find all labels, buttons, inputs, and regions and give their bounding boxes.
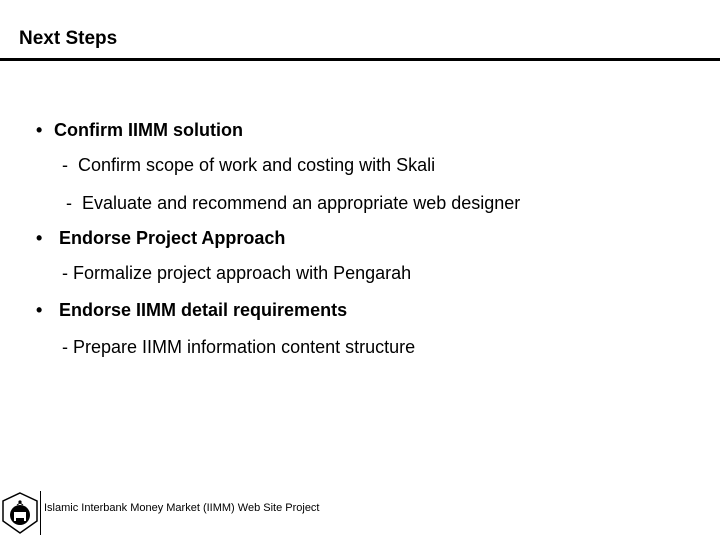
bullet-icon: • bbox=[36, 120, 43, 140]
sub-item-text: Evaluate and recommend an appropriate web designer bbox=[82, 193, 521, 213]
bullet-item-confirm-iimm bbox=[36, 119, 243, 141]
bullet-text: Endorse IIMM detail requirements bbox=[59, 300, 348, 320]
slide-title: Next Steps bbox=[19, 28, 118, 49]
sub-item-text: Formalize project approach with Pengarah bbox=[73, 263, 412, 283]
emblem-logo-icon bbox=[0, 491, 40, 535]
bullet-item-endorse-requirements bbox=[36, 299, 347, 321]
bullet-text: Confirm IIMM solution bbox=[54, 120, 243, 140]
dash-icon: - bbox=[62, 155, 68, 175]
dash-icon: - bbox=[66, 193, 72, 213]
sub-item-evaluate-designer bbox=[66, 192, 520, 214]
dash-icon: - bbox=[62, 263, 68, 283]
sub-item-formalize-approach bbox=[62, 262, 411, 284]
sub-item-text: Confirm scope of work and costing with Skali bbox=[78, 155, 436, 175]
footer-divider bbox=[40, 491, 41, 535]
title-divider bbox=[0, 58, 720, 61]
bullet-icon: • bbox=[36, 228, 43, 248]
bullet-item-endorse-approach bbox=[36, 227, 285, 249]
dash-icon: - bbox=[62, 337, 68, 357]
bullet-icon: • bbox=[36, 300, 43, 320]
sub-item-text: Prepare IIMM information content structure bbox=[73, 337, 416, 357]
sub-item-confirm-scope bbox=[62, 154, 435, 176]
bullet-text: Endorse Project Approach bbox=[59, 228, 286, 248]
sub-item-prepare-structure bbox=[62, 336, 415, 358]
footer-project-name: Islamic Interbank Money Market (IIMM) Web Site Project bbox=[44, 502, 320, 514]
